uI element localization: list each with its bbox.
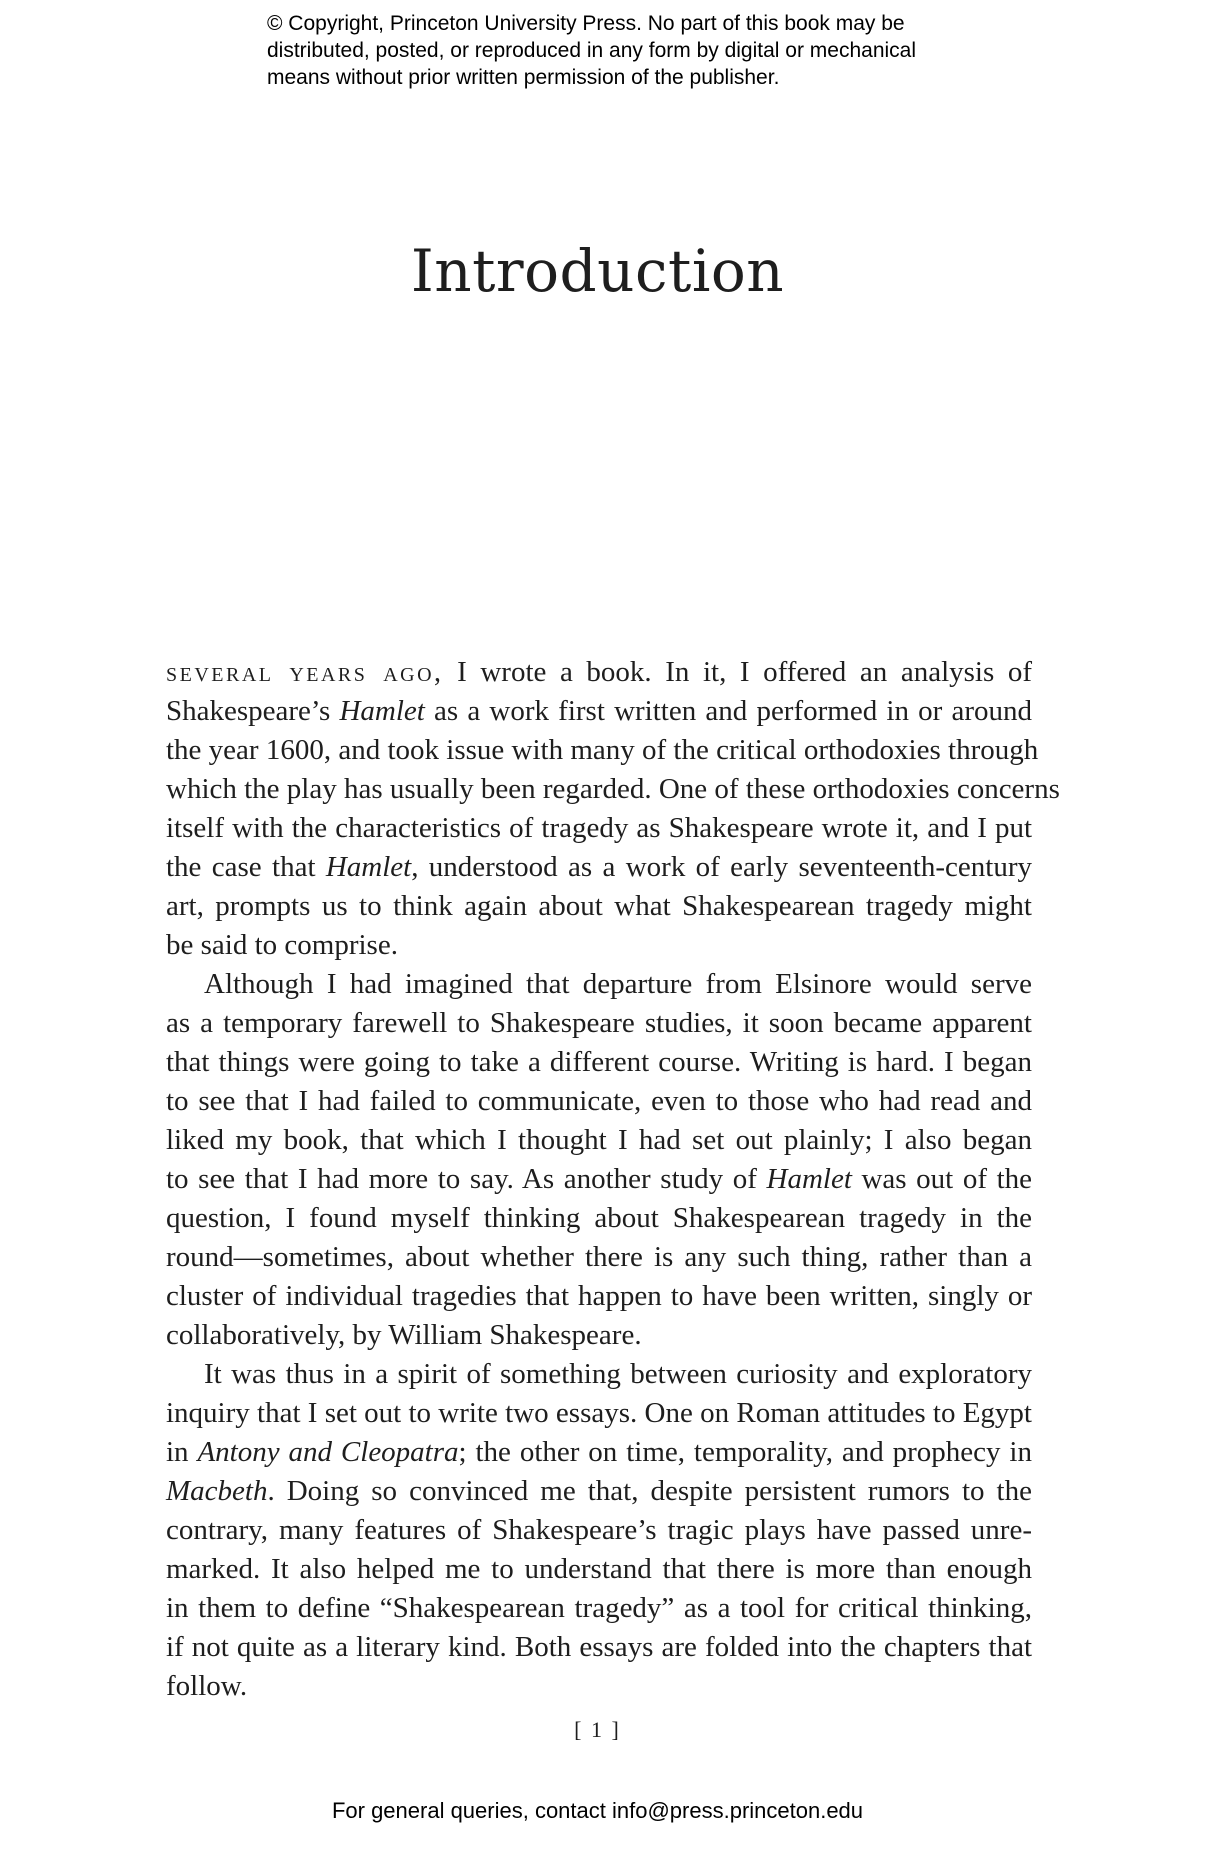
paragraph-1-line: be said to comprise. xyxy=(166,929,398,961)
paragraph-2-line: as a temporary farewell to Shakespeare studies, it soon became apparent xyxy=(166,1007,1032,1039)
paragraph-3-line: inquiry that I set out to write two essays. One on Roman attitudes to Egypt xyxy=(166,1397,1032,1429)
copyright-notice xyxy=(267,10,1007,91)
paragraph-2-line: liked my book, that which I thought I had set out plainly; I also began xyxy=(166,1124,1032,1156)
footer-contact: For general queries, contact info@press.princeton.edu xyxy=(331,1798,864,1823)
paragraph-1-line: Shakespeare’s Hamlet as a work first written and performed in or around xyxy=(166,695,1032,727)
paragraph-1-line: art, prompts us to think again about what Shakespearean tragedy might xyxy=(166,890,1032,922)
paragraph-2-line: cluster of individual tragedies that happen to have been written, singly or xyxy=(166,1280,1032,1312)
copyright-line: distributed, posted, or reproduced in any form by digital or mechanical xyxy=(267,39,917,62)
copyright-line: © Copyright, Princeton University Press. No part of this book may be xyxy=(267,12,905,35)
italic-title: Macbeth xyxy=(166,1475,268,1507)
italic-title: Hamlet xyxy=(325,851,412,883)
paragraph-3-line: Macbeth. Doing so convinced me that, despite persistent rumors to the xyxy=(166,1475,1032,1507)
paragraph-3-line: contrary, many features of Shakespeare’s tragic plays have passed unre- xyxy=(166,1514,1032,1546)
paragraph-1-line: several years ago, I wrote a book. In it, I offered an analysis of xyxy=(166,656,1032,688)
copyright-line: means without prior written permission of the publisher. xyxy=(267,66,780,89)
chapter-title: Introduction xyxy=(410,237,785,305)
italic-title: Antony and Cleopatra xyxy=(197,1436,459,1468)
paragraph-2-line: Although I had imagined that departure from Elsinore would serve xyxy=(204,968,1032,1000)
paragraph-2-line: that things were going to take a different course. Writing is hard. I began xyxy=(166,1046,1032,1078)
paragraph-3-line: follow. xyxy=(166,1670,248,1702)
paragraph-2-line: to see that I had more to say. As another study of Hamlet was out of the xyxy=(166,1163,1032,1195)
page-number: [ 1 ] xyxy=(574,1717,621,1742)
paragraph-2-line: collaboratively, by William Shakespeare. xyxy=(166,1319,642,1351)
paragraph-3-line: marked. It also helped me to understand that there is more than enough xyxy=(166,1553,1032,1585)
paragraph-2-line: round—sometimes, about whether there is any such thing, rather than a xyxy=(166,1241,1032,1273)
lead-in-small-caps: several years ago, xyxy=(166,657,444,688)
italic-title: Hamlet xyxy=(339,695,425,727)
paragraph-3-line: if not quite as a literary kind. Both essays are folded into the chapters that xyxy=(166,1631,1032,1663)
body-text xyxy=(166,653,1060,1706)
paragraph-3-line: It was thus in a spirit of something between curiosity and exploratory xyxy=(204,1358,1032,1390)
paragraph-1-line: itself with the characteristics of tragedy as Shakespeare wrote it, and I put xyxy=(166,812,1032,844)
paragraph-1-line: which the play has usually been regarded. One of these orthodoxies concerns xyxy=(166,773,1060,805)
paragraph-1-line: the case that Hamlet, understood as a work of early seventeenth-century xyxy=(166,851,1032,883)
italic-title: Hamlet xyxy=(766,1163,852,1195)
paragraph-2-line: to see that I had failed to communicate, even to those who had read and xyxy=(166,1085,1032,1117)
paragraph-3-line: in Antony and Cleopatra; the other on time, temporality, and prophecy in xyxy=(166,1436,1032,1468)
paragraph-2-line: question, I found myself thinking about Shakespearean tragedy in the xyxy=(166,1202,1032,1234)
paragraph-1-line: the year 1600, and took issue with many of the critical orthodoxies through xyxy=(166,734,1039,766)
paragraph-3-line: in them to define “Shakespearean tragedy” as a tool for critical thinking, xyxy=(166,1592,1032,1624)
